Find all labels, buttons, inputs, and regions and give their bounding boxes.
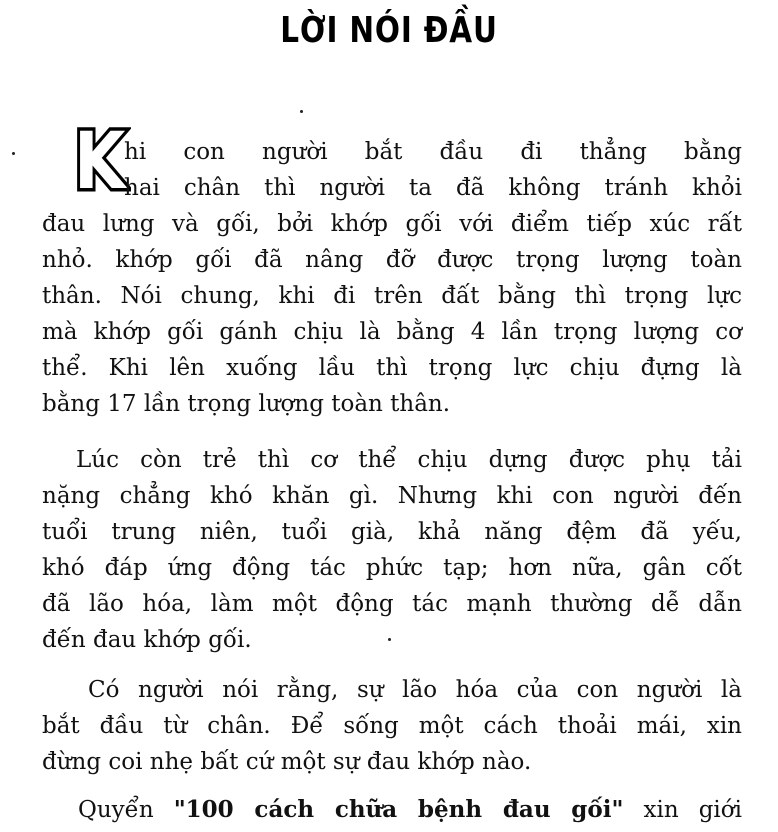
scan-speck bbox=[12, 152, 15, 155]
scan-speck bbox=[300, 110, 303, 113]
paragraph-4 bbox=[78, 792, 742, 828]
text-line: Lúc còn trẻ thì cơ thể chịu dựng được phụ tải bbox=[76, 447, 742, 473]
text-line: đau lưng và gối, bởi khớp gối với điểm tiếp xúc rất bbox=[42, 211, 742, 237]
paragraph-2 bbox=[42, 442, 742, 658]
text-line: đến đau khớp gối. bbox=[42, 627, 252, 653]
scan-speck bbox=[388, 638, 391, 641]
text-line: đã lão hóa, làm một động tác mạnh thường dễ dẫn bbox=[42, 591, 742, 617]
text-line: tuổi trung niên, tuổi già, khả năng đệm đã yếu, bbox=[42, 519, 742, 545]
paragraph-3 bbox=[42, 672, 742, 780]
text-line: thân. Nói chung, khi đi trên đất bằng thì trọng lực bbox=[42, 283, 742, 309]
dropcap-k: K bbox=[74, 117, 126, 207]
text-line: nhỏ. khớp gối đã nâng đỡ được trọng lượng toàn bbox=[42, 247, 742, 273]
text-line bbox=[78, 792, 742, 828]
paragraph-4-prefix: Quyển bbox=[78, 797, 174, 823]
text-line: mà khớp gối gánh chịu là bằng 4 lần trọng lượng cơ bbox=[42, 319, 742, 345]
paragraph-1 bbox=[42, 206, 742, 422]
text-line: hi con người bắt đầu đi thẳng bằng bbox=[124, 139, 742, 165]
text-line: khó đáp ứng động tác phức tạp; hơn nữa, gân cốt bbox=[42, 555, 742, 581]
text-line: Có người nói rằng, sự lão hóa của con người là bbox=[88, 677, 742, 703]
page-title: LỜI NÓI ĐẦU bbox=[280, 10, 498, 51]
paragraph-1-indented bbox=[124, 134, 742, 206]
text-line: bắt đầu từ chân. Để sống một cách thoải mái, xin bbox=[42, 713, 742, 739]
paragraph-4-suffix: xin giới bbox=[623, 797, 742, 823]
text-line: thể. Khi lên xuống lầu thì trọng lực chịu đựng là bbox=[42, 355, 742, 381]
text-line: nặng chẳng khó khăn gì. Nhưng khi con người đến bbox=[42, 483, 742, 509]
text-line: đừng coi nhẹ bất cứ một sự đau khớp nào. bbox=[42, 749, 532, 775]
text-line: bằng 17 lần trọng lượng toàn thân. bbox=[42, 391, 451, 417]
text-line: hai chân thì người ta đã không tránh khỏi bbox=[124, 175, 742, 201]
book-title: "100 cách chữa bệnh đau gối" bbox=[173, 796, 624, 823]
